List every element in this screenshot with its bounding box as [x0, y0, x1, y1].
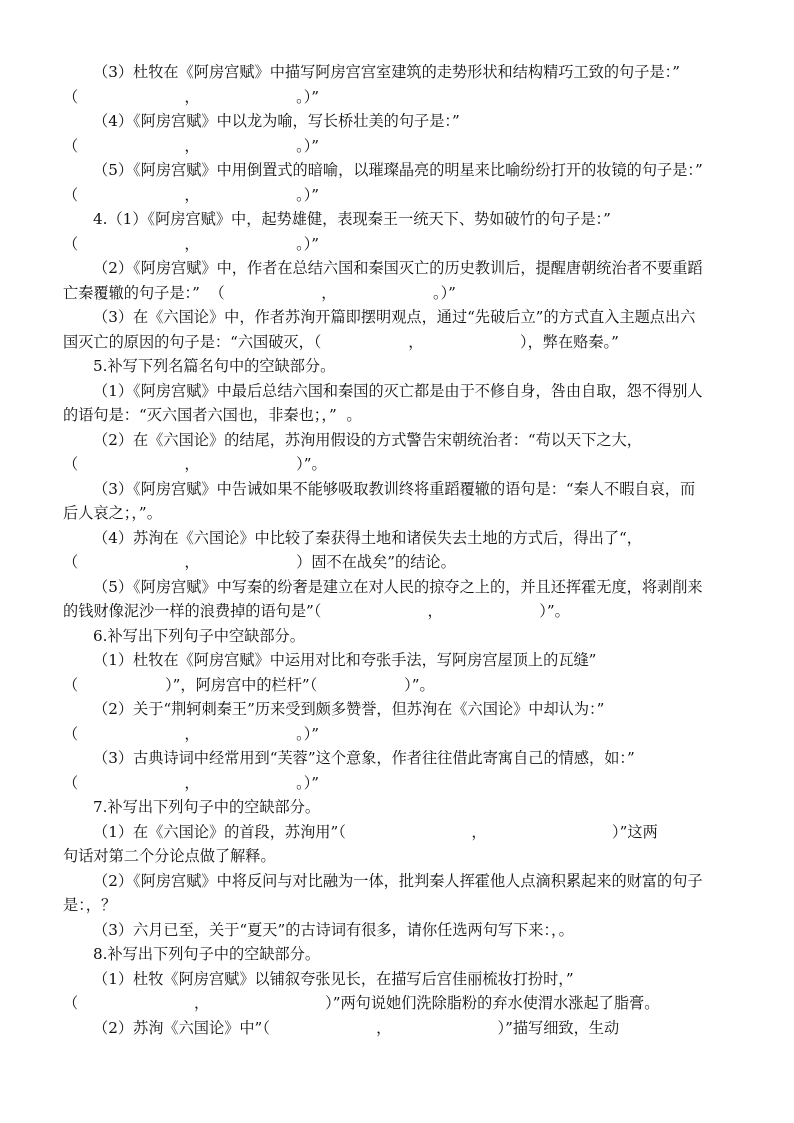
text-line: （ ， 。）”: [63, 87, 320, 106]
text-line: （3）古典诗词中经常用到“芙蓉”这个意象，作者往往借此寄寓自己的情感，如：”: [93, 749, 635, 767]
text-line: （ ， ）”两句说她们洗除脂粉的弃水使渭水涨起了脂膏。: [63, 994, 660, 1012]
text-line: （ ， ）”。: [63, 455, 327, 473]
text-line: （2）苏洵《六国论》中”（ ， ）”描写细致，生动: [93, 1018, 620, 1037]
text-line: （ ， 。）”: [63, 773, 320, 792]
text-line: 的语句是：“灭六国者六国也，非秦也；，” 。: [63, 406, 362, 424]
text-line: 8.补写出下列句子中的空缺部分。: [93, 945, 321, 963]
text-line: （1）杜牧《阿房宫赋》以铺叙夸张见长，在描写后宫佳丽梳妆打扮时，”: [93, 969, 574, 988]
text-line: （1）《阿房宫赋》中最后总结六国和秦国的灭亡都是由于不修自身，咎由自取，怨不得别人: [93, 381, 703, 400]
text-line: 4.（1）《阿房宫赋》中，起势雄健，表现秦王一统天下、势如破竹的句子是：”: [93, 210, 611, 228]
text-line: （1）在《六国论》的首段，苏洵用”（ ， ）”这两: [93, 822, 658, 841]
text-line: （5）《阿房宫赋》中用倒置式的暗喻，以璀璨晶亮的明星来比喻纷纷打开的妆镜的句子是：”: [93, 161, 703, 179]
text-line: 亡秦覆辙的句子是：” （ ， 。）”: [63, 283, 456, 302]
text-line: （ ， ）固不在战矣”的结论。: [63, 553, 456, 571]
text-line: （ ， 。）”: [63, 234, 320, 253]
text-line: 句话对第二个分论点做了解释。: [63, 847, 276, 865]
text-line: 7.补写出下列句子中的空缺部分。: [93, 798, 321, 816]
text-line: （ ， 。）”: [63, 185, 320, 204]
text-line: （2）《阿房宫赋》中，作者在总结六国和秦国灭亡的历史教训后，提醒唐朝统治者不要重蹈: [93, 259, 703, 277]
text-line: （3）在《六国论》中，作者苏洵开篇即摆明观点，通过“先破后立”的方式直入主题点出六: [93, 308, 696, 326]
text-line: （4）苏洵在《六国论》中比较了秦获得土地和诸侯失去土地的方式后，得出了“，: [93, 528, 642, 547]
text-line: 国灭亡的原因的句子是：“六国破灭，（ ， ），弊在赂秦。”: [63, 332, 619, 351]
text-line: （3）《阿房宫赋》中告诫如果不能够吸取教训终将重蹈覆辙的语句是：“秦人不暇自哀，而: [93, 479, 696, 498]
text-line: 后人哀之；，”。: [63, 504, 162, 522]
text-line: 是：，？: [63, 896, 117, 914]
text-line: （1）杜牧在《阿房宫赋》中运用对比和夸张手法，写阿房宫屋顶上的瓦缝”: [93, 651, 597, 669]
text-line: （ ， 。）”: [63, 136, 320, 155]
text-line: 5.补写下列名篇名句中的空缺部分。: [93, 357, 336, 375]
text-line: （3）杜牧在《阿房宫赋》中描写阿房宫宫室建筑的走势形状和结构精巧工致的句子是：”: [93, 63, 680, 81]
text-line: （5）《阿房宫赋》中写秦的纷奢是建立在对人民的掠夺之上的，并且还挥霍无度，将剥削来: [93, 577, 703, 596]
text-line: （2）关于“荆轲刺秦王”历来受到颇多赞誉，但苏洵在《六国论》中却认为：”: [93, 700, 605, 718]
document-page: [63, 60, 735, 1040]
text-line: 的钱财像泥沙一样的浪费掉的语句是”（ ， ）”。: [63, 602, 570, 620]
text-line: 6.补写出下列句子中空缺部分。: [93, 626, 305, 645]
text-line: （ ）”，阿房宫中的栏杆”（ ）”。: [63, 675, 435, 694]
text-line: （4）《阿房宫赋》中以龙为喻，写长桥壮美的句子是：”: [93, 112, 460, 130]
text-line: （3）六月已至，关于“夏天”的古诗词有很多，请你任选两句写下来：，。: [93, 920, 574, 939]
text-line: （2）在《六国论》的结尾，苏洵用假设的方式警告宋朝统治者：“苟以天下之大，: [93, 430, 642, 449]
text-line: （ ， 。）”: [63, 724, 320, 743]
text-line: （2）《阿房宫赋》中将反问与对比融为一体，批判秦人挥霍他人点滴积累起来的财富的句子: [93, 871, 703, 890]
